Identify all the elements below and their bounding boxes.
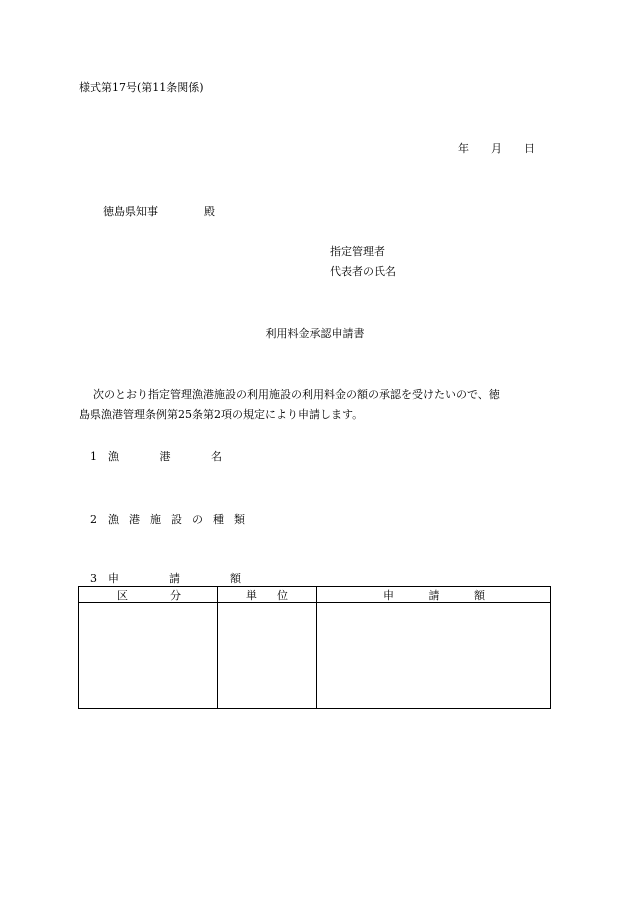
item-label: 申請額 [108, 572, 241, 585]
date-year-unit: 年 [458, 142, 469, 155]
body-text-line-1: 次のとおり指定管理漁港施設の利用施設の利用料金の額の承認を受けたいので、徳 [93, 388, 500, 401]
form-number: 様式第17号(第11条関係) [79, 81, 204, 94]
addressee-name: 徳島県知事 [103, 205, 158, 218]
date-day-unit: 日 [524, 142, 535, 155]
item-label: 漁港施設の種類 [108, 513, 245, 526]
document-title: 利用料金承認申請書 [265, 327, 365, 340]
item-number: 2 [90, 513, 97, 526]
item-facility-type [90, 514, 245, 525]
item-fishing-port-name [90, 451, 222, 462]
date-month-unit: 月 [491, 142, 502, 155]
table-header-category: 区分 [117, 589, 181, 602]
applicant-organization: 指定管理者 [330, 245, 385, 258]
item-number: 3 [90, 572, 97, 585]
fee-table [78, 586, 551, 709]
item-number: 1 [90, 450, 97, 463]
addressee-honorific: 殿 [204, 205, 215, 218]
addressee [103, 206, 215, 217]
body-text-line-2: 島県漁港管理条例第25条第2項の規定により申請します。 [79, 408, 364, 421]
applicant-representative: 代表者の氏名 [330, 265, 396, 278]
table-header-amount: 申請額 [383, 589, 485, 602]
table-header-unit: 単位 [246, 589, 288, 602]
table-body-empty [79, 603, 550, 708]
date-line [458, 143, 535, 154]
item-label: 漁港名 [108, 450, 222, 463]
item-requested-amount [90, 573, 241, 584]
